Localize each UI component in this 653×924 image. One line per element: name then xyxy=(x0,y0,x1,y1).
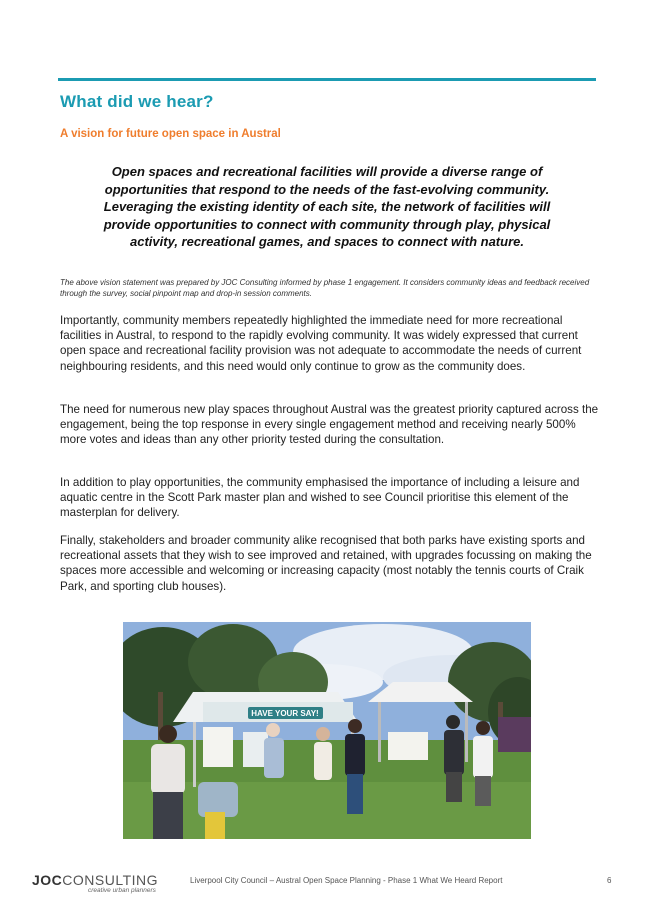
header-rule xyxy=(58,78,596,81)
vision-note: The above vision statement was prepared by JOC Consulting informed by phase 1 engagement. It considers community ideas and feedback received through the survey, social pinpoint map and drop-in session comments. xyxy=(60,278,590,298)
logo-consulting: CONSULTING xyxy=(62,872,159,888)
page-number: 6 xyxy=(607,876,612,885)
paragraph-recreational-need: Importantly, community members repeatedly highlighted the immediate need for more recreational facilities in Austral, to respond to the rapidly evolving community. It was widely expressed that current open space and recreational facility provision was not adequate to accommodate the needs of current neighbouring residents, and this need would only continue to grow as the community does. xyxy=(60,314,582,373)
engagement-event-photo xyxy=(123,622,531,839)
logo-tagline: creative urban planners xyxy=(88,887,156,894)
section-heading: What did we hear? xyxy=(60,92,214,111)
vision-statement: Open spaces and recreational facilities will provide a diverse range of opportunities that respond to the needs of the fast-evolving community. Leveraging the existing identity of each site, the network of facilities will provide opportunities to connect with community through play, physical activity, recreational games, and spaces to connect with nature. xyxy=(103,164,551,249)
logo-joc: JOC xyxy=(32,872,63,888)
paragraph-leisure-centre: In addition to play opportunities, the community emphasised the importance of including a leisure and aquatic centre in the Scott Park master plan and wished to see Council prioritise this element of the masterplan for delivery. xyxy=(60,476,580,520)
paragraph-existing-assets: Finally, stakeholders and broader community alike recognised that both parks have existing sports and recreational assets that they wish to see improved and retained, with upgrades focussing on making the spaces more accessible and welcoming or increasing capacity (most notably the tennis courts of Craik Park, and sporting club houses). xyxy=(60,534,592,593)
photo-banner: HAVE YOUR SAY! xyxy=(251,709,319,718)
joc-consulting-logo xyxy=(32,872,158,894)
paragraph-play-spaces: The need for numerous new play spaces throughout Austral was the greatest priority captured across the engagement, being the top response in every single engagement method and receiving nearly 500% more votes and ideas than any other priority tested during the consultation. xyxy=(60,403,599,447)
footer-document-title: Liverpool City Council – Austral Open Space Planning - Phase 1 What We Heard Report xyxy=(190,876,503,885)
section-subheading: A vision for future open space in Austral xyxy=(60,128,281,140)
